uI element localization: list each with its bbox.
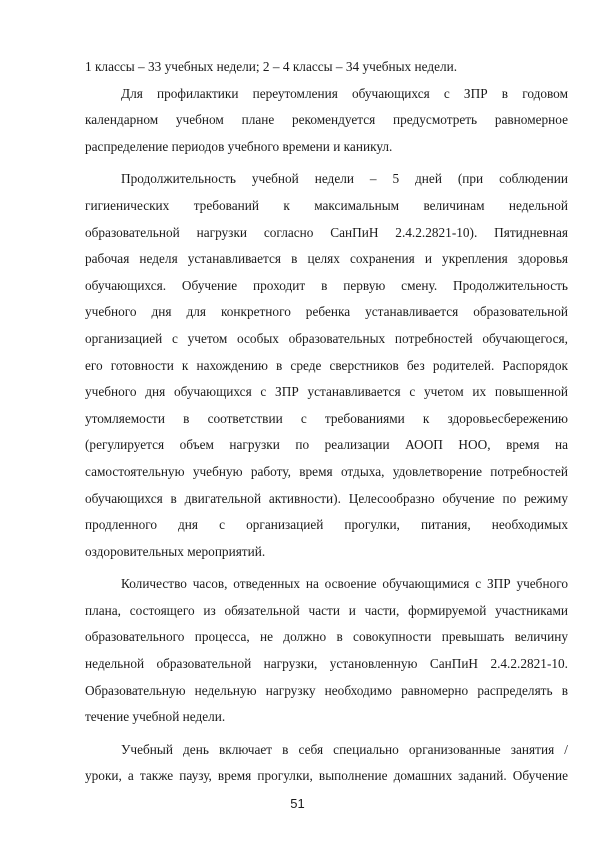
text-line: обучающихся. Обучение проходит в первую смену. Продолжительность [85, 277, 568, 293]
text-line: гигиенических требований к максимальным величинам недельной [85, 197, 568, 213]
text-line: 1 классы – 33 учебных недели; 2 – 4 классы – 34 учебных недели. [85, 59, 458, 74]
paragraph-week-duration [85, 166, 568, 565]
text-line: продленного дня с организацией прогулки, питания, необходимых [85, 517, 568, 533]
text-line: Учебный день включает в себя специально организованные занятия / [121, 741, 568, 757]
text-line: плана, состоящего из обязательной части и части, формируемой участниками [85, 602, 568, 618]
text-line: самостоятельную учебную работу, время отдыха, удовлетворение потребностей [85, 463, 568, 479]
text-line: распределение периодов учебного времени и каникул. [85, 138, 393, 154]
text-line: образовательной нагрузки согласно СанПиН 2.4.2.2821-10). Пятидневная [85, 224, 568, 240]
text-line: образовательного процесса, не должно в совокупности превышать величину [85, 629, 568, 645]
paragraph-overwork-prevention [85, 81, 568, 161]
text-line: Для профилактики переутомления обучающихся с ЗПР в годовом [121, 85, 568, 101]
text-line: уроки, а также паузу, время прогулки, выполнение домашних заданий. Обучение [85, 768, 568, 784]
paragraph-school-year [85, 54, 568, 81]
text-line: Количество часов, отведенных на освоение обучающимися с ЗПР учебного [121, 576, 568, 592]
text-line: обучающихся в двигательной активности). Целесообразно обучение по режиму [85, 490, 568, 506]
text-line: Образовательную недельную нагрузку необходимо равномерно распределять в [85, 682, 568, 698]
text-line: его готовности к нахождению в среде сверстников без родителей. Распорядок [85, 357, 568, 373]
paragraph-hours-count [85, 571, 568, 731]
page-number: 51 [290, 796, 305, 811]
text-line: рабочая неделя устанавливается в целях сохранения и укрепления здоровья [85, 251, 568, 267]
text-line: (регулируется объем нагрузки по реализации АООП НОО, время на [85, 437, 568, 453]
text-line: учебного дня для конкретного ребенка устанавливается образовательной [85, 304, 568, 320]
text-line: учебного дня обучающихся с ЗПР устанавливается с учетом их повышенной [85, 384, 568, 400]
text-line: оздоровительных мероприятий. [85, 543, 266, 559]
text-line: организацией с учетом особых образовательных потребностей обучающегося, [85, 330, 568, 346]
paragraph-school-day [85, 737, 568, 790]
text-line: недельной образовательной нагрузки, установленную СанПиН 2.4.2.2821-10. [85, 656, 568, 672]
text-line: утомляемости в соответствии с требованиями к здоровьесбережению [85, 410, 568, 426]
text-line: Продолжительность учебной недели – 5 дней (при соблюдении [121, 171, 568, 187]
text-line: календарном учебном плане рекомендуется предусмотреть равномерное [85, 112, 568, 128]
text-line: течение учебной недели. [85, 709, 226, 725]
document-body [85, 54, 568, 790]
